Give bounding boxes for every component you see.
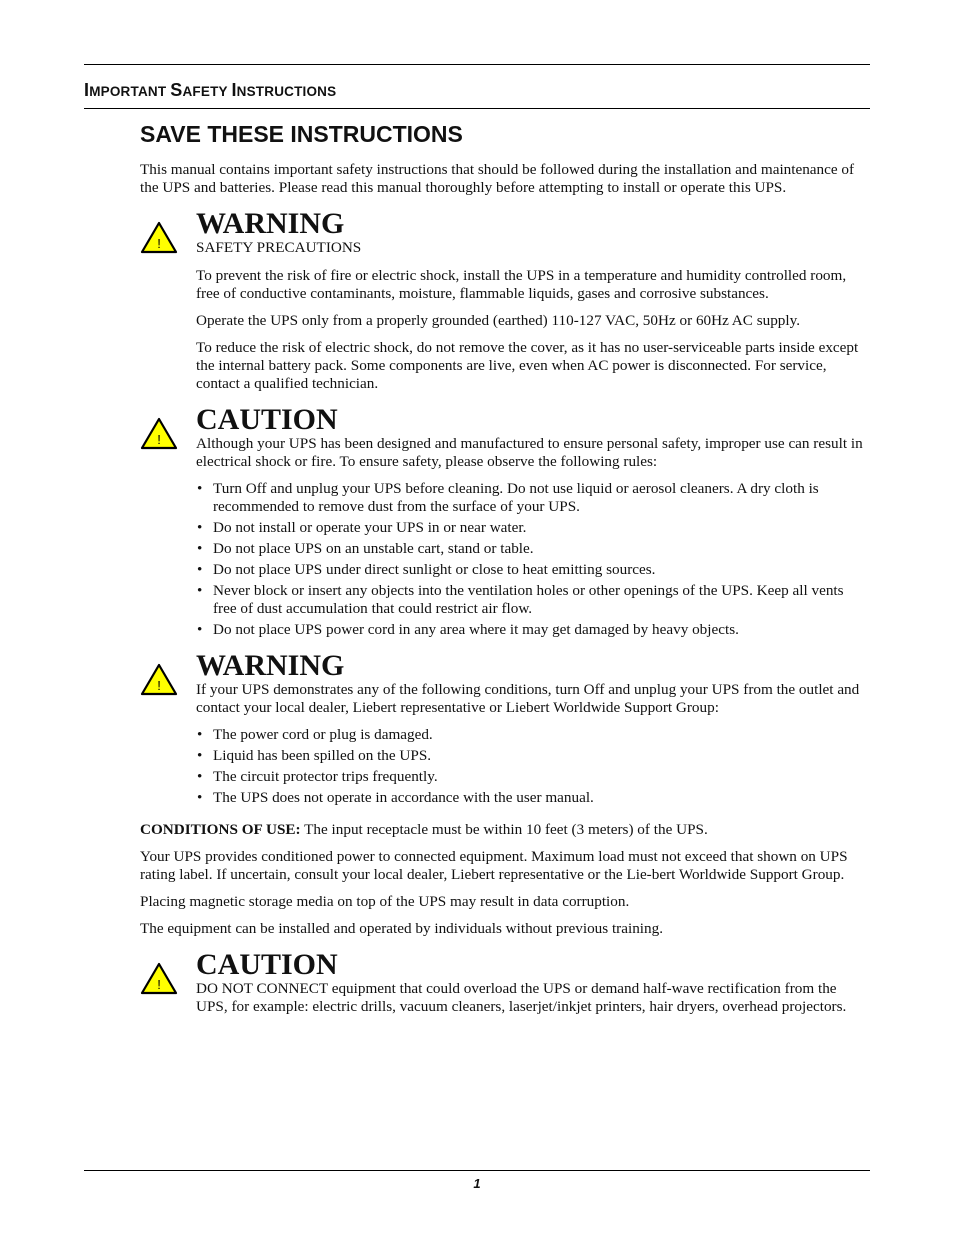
- list-item: • Do not place UPS power cord in any area where it may get damaged by heavy objects.: [197, 621, 739, 638]
- bullet-icon: •: [197, 480, 203, 497]
- bullet-icon: •: [197, 561, 203, 578]
- header-word-1: MPORTANT: [89, 84, 171, 99]
- header-rule: [84, 108, 870, 109]
- svg-text:!: !: [157, 432, 161, 447]
- bullet-icon: •: [197, 789, 203, 806]
- caution-notice-2: [140, 948, 870, 1016]
- caution-title: CAUTION: [196, 403, 338, 436]
- bullet-icon: •: [197, 540, 203, 557]
- svg-text:!: !: [157, 236, 161, 251]
- list-item: • Never block or insert any objects into the ventilation holes or other openings of the UPS. Keep all vents free of dust accumulation that could restrict air flow.: [197, 582, 844, 617]
- bullet-icon: •: [197, 582, 203, 599]
- svg-text:!: !: [157, 977, 161, 992]
- page-title: SAVE THESE INSTRUCTIONS: [140, 121, 463, 147]
- warning-paragraph: To prevent the risk of fire or electric shock, install the UPS in a temperature and humidity controlled room, free of conductive contaminants, moisture, flammable liquids, gases and corrosive substances.: [196, 267, 847, 302]
- warning-conditions-list: [196, 726, 870, 807]
- list-item: • The power cord or plug is damaged.: [197, 726, 433, 743]
- list-item: • The circuit protector trips frequently.: [197, 768, 438, 785]
- top-rule: [84, 64, 870, 65]
- list-item: • Do not place UPS on an unstable cart, stand or table.: [197, 540, 534, 557]
- caution-triangle-icon: [140, 417, 178, 451]
- warning-paragraph: To reduce the risk of electric shock, do not remove the cover, as it has no user-serviceable parts inside except the internal battery pack. Some components are live, even when AC power is disconnected. For service, contact a qualified technician.: [196, 339, 859, 392]
- main-content: [140, 119, 870, 1025]
- list-item: • Do not install or operate your UPS in or near water.: [197, 519, 527, 536]
- header-cap-2: S: [170, 80, 183, 100]
- header-word-2: AFETY: [182, 84, 232, 99]
- list-item: • The UPS does not operate in accordance with the user manual.: [197, 789, 594, 806]
- conditions-text: The input receptacle must be within 10 feet (3 meters) of the UPS.: [300, 821, 708, 838]
- warning-subtitle: SAFETY PRECAUTIONS: [196, 239, 362, 256]
- footer-rule: [84, 1170, 870, 1171]
- conditions-of-use-paragraph: [140, 821, 870, 839]
- bullet-icon: •: [197, 621, 203, 638]
- svg-text:!: !: [157, 678, 161, 693]
- section-header: [84, 80, 336, 101]
- header-cap-3: I: [231, 80, 237, 100]
- header-cap-1: I: [84, 80, 90, 100]
- training-paragraph: The equipment can be installed and operated by individuals without previous training.: [140, 920, 663, 937]
- caution-title: CAUTION: [196, 948, 338, 981]
- caution-text: DO NOT CONNECT equipment that could overload the UPS or demand half-wave rectification from the UPS, for example: electric drills, vacuum cleaners, laserjet/inkjet printers, hair dryers, overhead projectors.: [196, 980, 847, 1015]
- bullet-icon: •: [197, 726, 203, 743]
- list-item: • Turn Off and unplug your UPS before cleaning. Do not use liquid or aerosol cleaners. A dry cloth is recommended to remove dust from the surface of your UPS.: [197, 480, 819, 515]
- page-number: 1: [473, 1176, 481, 1191]
- caution-rules-list: [196, 480, 870, 639]
- bullet-icon: •: [197, 519, 203, 536]
- list-item: • Do not place UPS under direct sunlight or close to heat emitting sources.: [197, 561, 656, 578]
- intro-paragraph: This manual contains important safety instructions that should be followed during the installation and maintenance of the UPS and batteries. Please read this manual thoroughly before attempting to install or operate this UPS.: [140, 161, 855, 196]
- caution-notice-1: [140, 403, 870, 639]
- bullet-icon: •: [197, 768, 203, 785]
- warning-triangle-icon: [140, 663, 178, 697]
- warning-paragraph: Operate the UPS only from a properly grounded (earthed) 110-127 VAC, 50Hz or 60Hz AC supply.: [196, 312, 801, 329]
- warning-text: If your UPS demonstrates any of the following conditions, turn Off and unplug your UPS from the outlet and contact your local dealer, Liebert representative or Liebert Worldwide Support Group:: [196, 681, 860, 716]
- load-paragraph: Your UPS provides conditioned power to connected equipment. Maximum load must not exceed that shown on UPS rating label. If uncertain, consult your local dealer, Liebert representative or the Lie-bert Worldwide Support Group.: [140, 848, 848, 883]
- caution-text: Although your UPS has been designed and manufactured to ensure personal safety, improper use can result in electrical shock or fire. To ensure safety, please observe the following rules:: [196, 435, 863, 470]
- warning-title: WARNING: [196, 649, 345, 682]
- caution-triangle-icon: [140, 962, 178, 996]
- warning-notice-2: [140, 649, 870, 807]
- conditions-label: CONDITIONS OF USE:: [140, 821, 301, 838]
- warning-title: WARNING: [196, 207, 345, 240]
- media-paragraph: Placing magnetic storage media on top of the UPS may result in data corruption.: [140, 893, 630, 910]
- bullet-icon: •: [197, 747, 203, 764]
- header-word-3: NSTRUCTIONS: [236, 84, 337, 99]
- warning-notice-1: [140, 207, 870, 393]
- list-item: • Liquid has been spilled on the UPS.: [197, 747, 432, 764]
- warning-triangle-icon: [140, 221, 178, 255]
